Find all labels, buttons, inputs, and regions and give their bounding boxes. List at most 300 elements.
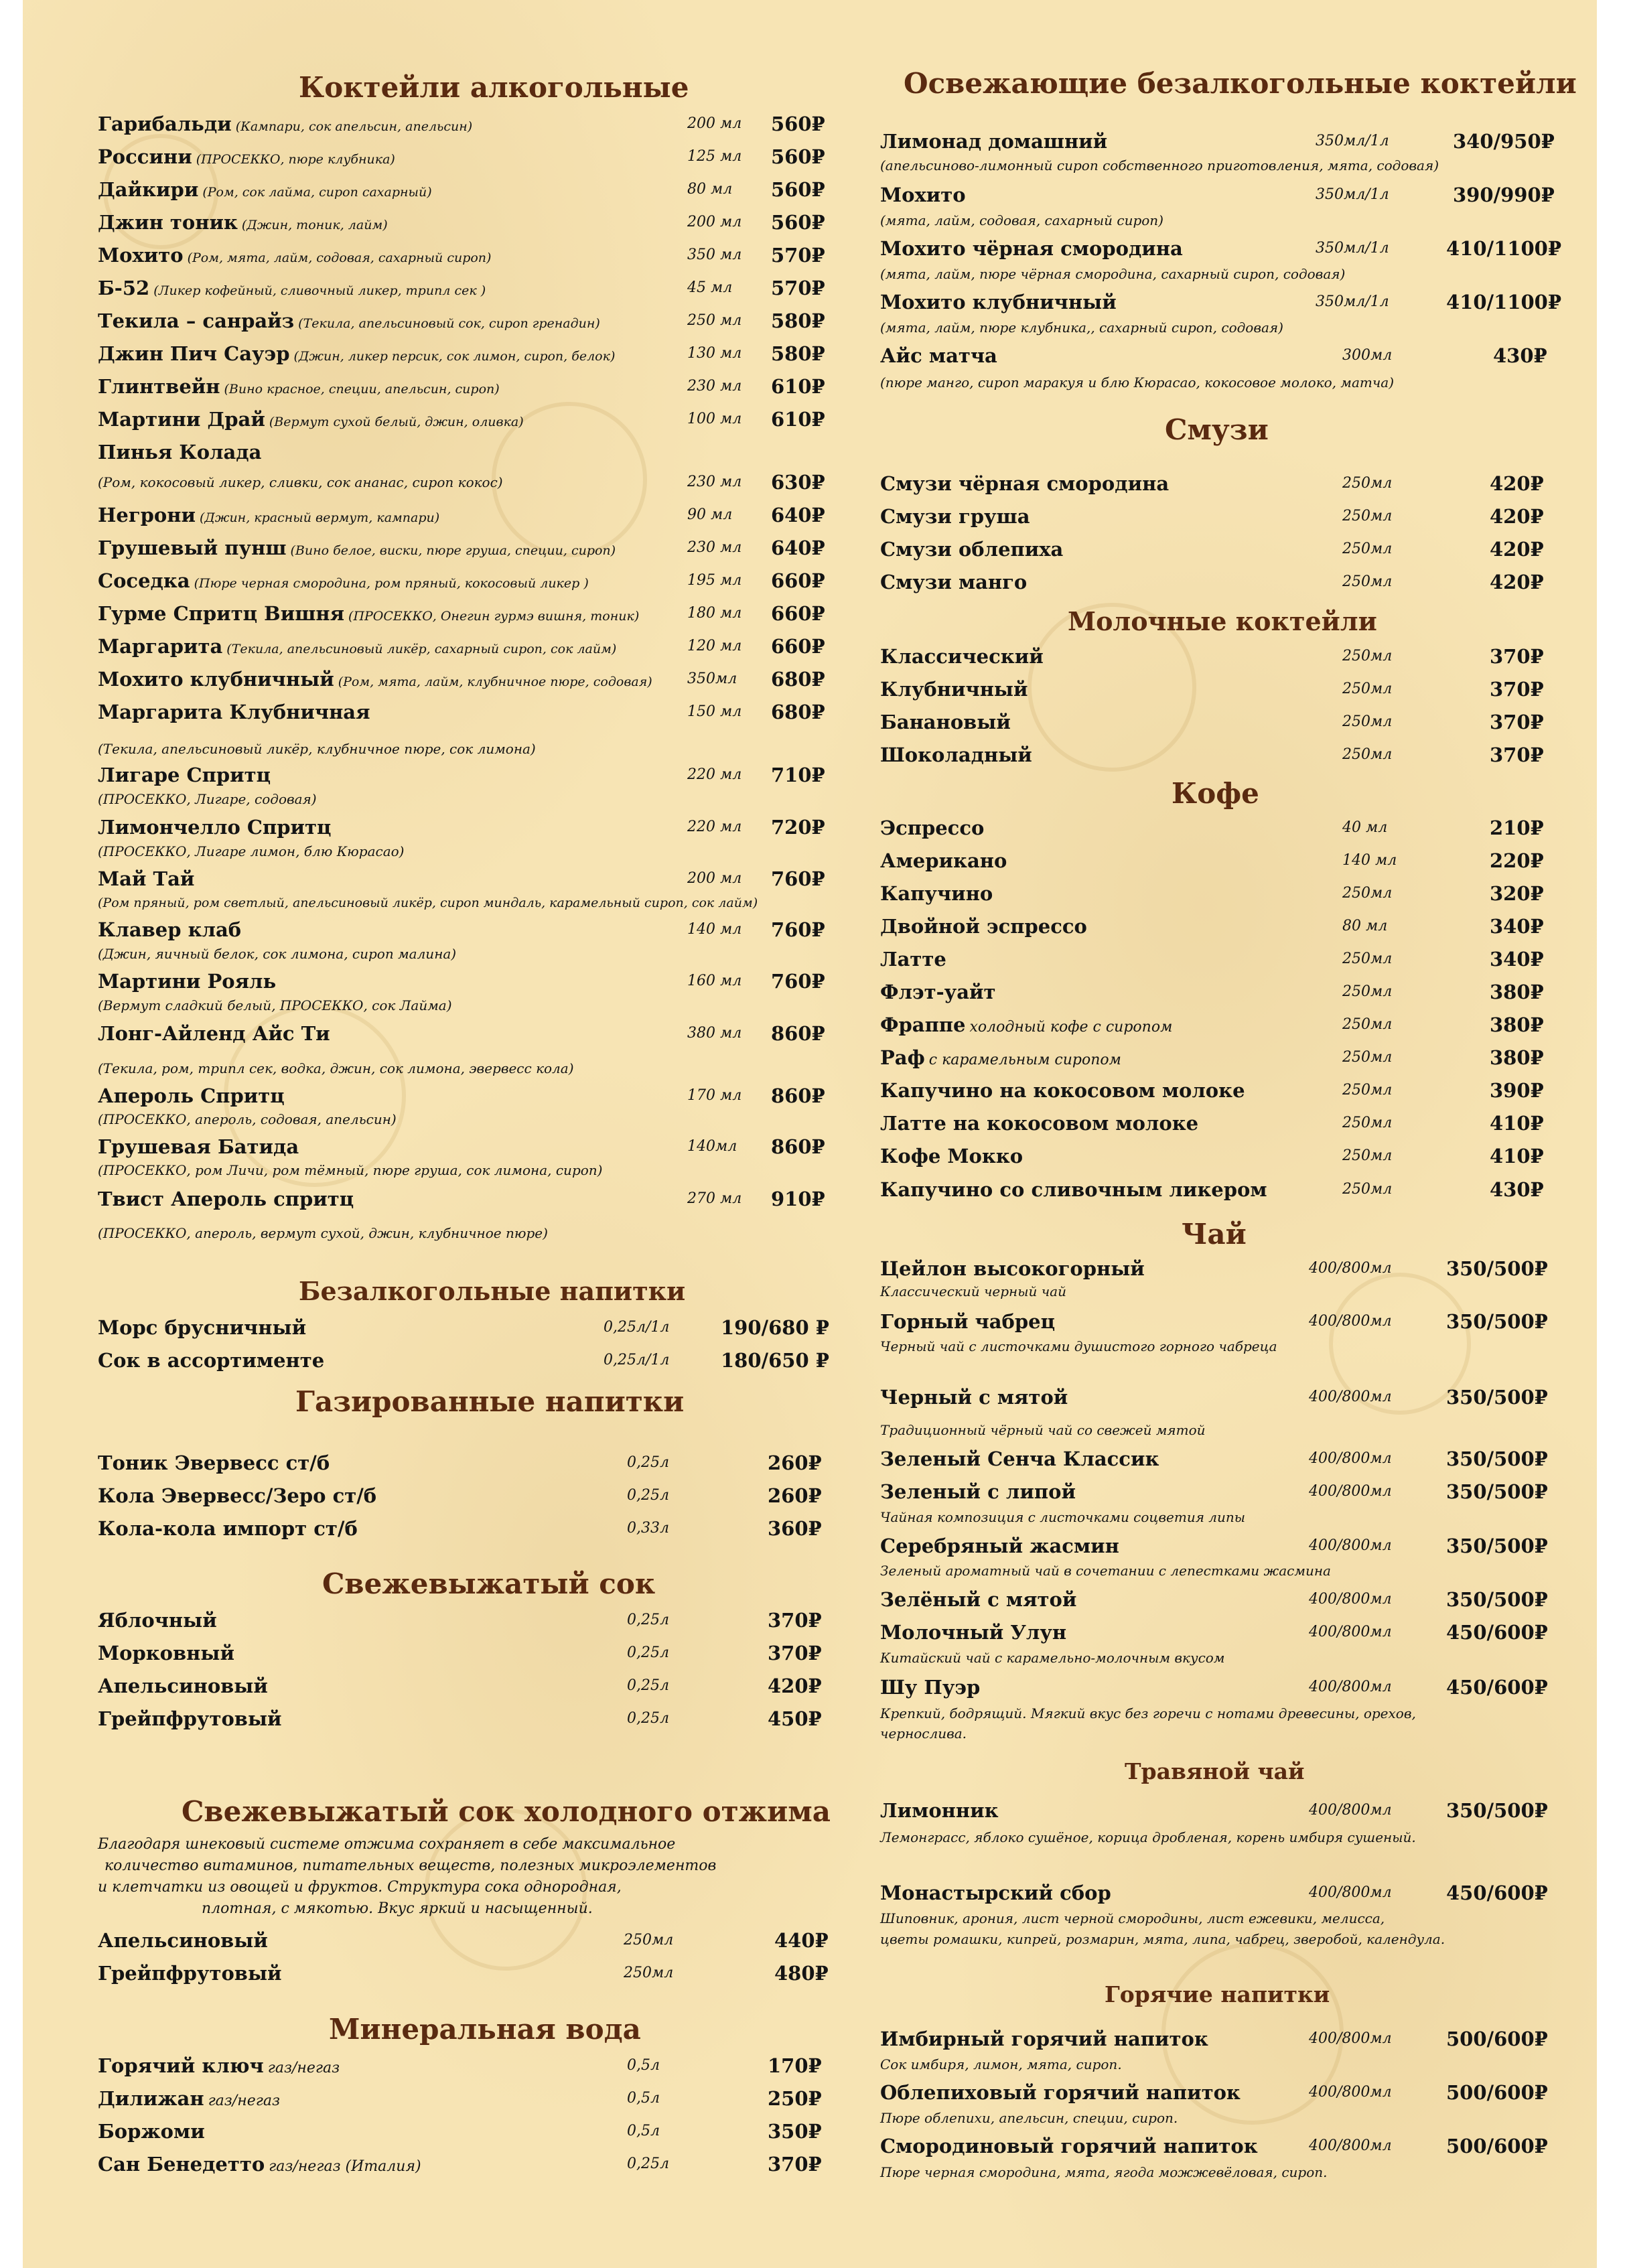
item-volume: 0,25л [627,1710,669,1727]
menu-item [880,1043,1550,1072]
item-price: 860₽ [771,1022,825,1045]
item-name: Россини [98,145,192,168]
item-name: Глинтвейн [98,375,220,398]
item-note: (Вермут сухой белый, джин, оливка) [269,415,524,429]
item-name: Соседка [98,569,190,592]
item-price: 370₽ [1490,678,1544,701]
item-name: Капучино со сливочным ликером [880,1178,1267,1201]
item-price: 210₽ [1490,817,1544,839]
item-name: Лимонник [880,1799,999,1822]
item-volume: 140 мл [687,921,742,938]
item-volume: 250мл [1342,681,1393,697]
section-title-fresh-cocktails: Освежающие безалкогольные коктейли [904,67,1577,100]
item-name: Горный чабрец [880,1310,1056,1333]
item-price: 360₽ [768,1517,822,1540]
item-price: 610₽ [771,408,825,431]
item-note: (Вино белое, виски, пюре груша, специи, сироп) [290,543,616,558]
item-volume: 250 мл [687,312,742,329]
item-volume: 350мл/1л [1316,240,1389,257]
item-name: Горячий ключ [98,2054,264,2077]
item-volume: 350мл/1л [1316,293,1389,310]
item-volume: 250мл [1342,1016,1393,1033]
item-description: (Вермут сладкий белый, ПРОСЕККО, сок Лайма) [98,997,452,1013]
item-price: 170₽ [768,2054,822,2077]
item-name: Лонг-Айленд Айс Ти [98,1022,330,1045]
menu-item [880,912,1550,941]
menu-item [880,1076,1550,1105]
item-volume: 400/800мл [1309,1313,1392,1330]
menu-item [98,533,825,563]
menu-item [880,813,1550,843]
item-name: Молочный Улун [880,1621,1067,1644]
item-name: Смородиновый горячий напиток [880,2135,1258,2157]
item-price: 710₽ [771,764,825,786]
item-price: 440₽ [774,1929,829,1952]
item-volume: 400/800мл [1309,1260,1392,1277]
menu-item [98,1606,822,1635]
menu-item [880,707,1550,737]
item-note: (Ром, мята, лайм, содовая, сахарный сироп) [187,251,492,265]
item-description: (Ром пряный, ром светлый, апельсиновый ликёр, сироп миндаль, карамельный сироп, сок лайм) [98,896,758,910]
menu-item [98,500,825,530]
item-name: Фраппе [880,1013,966,1036]
item-price: 260₽ [768,1484,822,1507]
menu-item [98,208,825,237]
item-description: Традиционный чёрный чай со свежей мятой [880,1422,1206,1438]
item-name: Зелёный с мятой [880,1588,1077,1611]
item-description: (пюре манго, сироп маракуя и блю Кюрасао, кокосовое молоко, матча) [880,374,1395,391]
item-volume: 230 мл [687,474,742,490]
item-note: (ПРОСЕККО, пюре клубника) [196,152,395,167]
item-description: (ПРОСЕККО, апероль, содовая, апельсин) [98,1111,397,1127]
item-price: 410/1100₽ [1446,237,1562,260]
item-price: 350/500₽ [1446,1257,1548,1280]
menu-item [880,1531,1550,1561]
item-volume: 170 мл [687,1087,742,1104]
item-name: Банановый [880,711,1011,733]
item-price: 350/500₽ [1446,1588,1548,1611]
item-volume: 150 мл [687,703,742,720]
item-note: (Джин, тоник, лайм) [241,218,388,232]
item-price: 450/600₽ [1446,1676,1548,1699]
item-price: 680₽ [771,701,825,723]
coldpress-description-line: и клетчатки из овощей и фруктов. Структура сока однородная, [98,1879,622,1896]
item-price: 630₽ [771,471,825,494]
item-name: Мохито [880,184,966,206]
menu-item [880,879,1550,908]
menu-item [98,1346,829,1375]
item-name: Черный с мятой [880,1386,1068,1409]
item-volume: 0,5л [627,2090,660,2107]
section-title-cocktails: Коктейли алкогольные [299,71,689,104]
section-title-coffee: Кофе [1172,777,1259,810]
item-volume: 300мл [1342,347,1393,364]
item-name: Грейпфрутовый [98,1707,282,1730]
item-description: Сок имбиря, лимон, мята, сироп. [880,2056,1122,2072]
menu-item [98,599,825,628]
menu-item [98,142,825,171]
section-title-juice: Свежевыжатый сок [322,1567,656,1600]
item-description: (мята, лайм, пюре чёрная смородина, сахарный сироп, содовая) [880,266,1346,282]
item-price: 580₽ [771,309,825,332]
menu-item [98,566,825,595]
item-name: Яблочный [98,1609,217,1632]
item-volume: 140 мл [1342,852,1397,869]
menu-item [880,642,1550,671]
item-name: Шоколадный [880,743,1032,766]
menu-item [98,1313,829,1342]
item-price: 370₽ [1490,711,1544,733]
item-price: 380₽ [1490,1013,1544,1036]
item-price: 580₽ [771,342,825,365]
item-name: Сок в ассортименте [98,1349,325,1372]
item-volume: 230 мл [687,378,742,395]
menu-item [98,468,825,497]
item-volume: 40 мл [1342,819,1388,836]
menu-item [98,175,825,204]
item-price: 610₽ [771,375,825,398]
item-volume: 45 мл [687,279,733,296]
item-name: Боржоми [98,2120,205,2143]
item-volume: 380 мл [687,1025,742,1042]
item-price: 390₽ [1490,1079,1544,1102]
item-note: (Вино красное, специи, апельсин, сироп) [224,382,500,397]
menu-item [98,1638,822,1668]
item-volume: 250мл [1342,1181,1393,1198]
section-title-hot-drinks: Горячие напитки [1105,1981,1330,2007]
item-price: 260₽ [768,1451,822,1474]
item-price: 340₽ [1490,915,1544,938]
menu-item [98,1132,825,1161]
item-note: (Джин, красный вермут, кампари) [199,510,440,525]
item-volume: 250мл [1342,1147,1393,1164]
item-description: цветы ромашки, кипрей, розмарин, мята, липа, чабрец, зверобой, календула. [880,1931,1445,1947]
item-price: 560₽ [771,178,825,201]
menu-item [98,240,825,270]
menu-item [98,109,825,139]
section-title-tea: Чай [1182,1218,1247,1251]
item-note: газ/негаз [267,2060,340,2076]
item-volume: 250мл [1342,885,1393,902]
item-description: (мята, лайм, содовая, сахарный сироп) [880,212,1163,228]
item-volume: 125 мл [687,148,742,165]
menu-item [880,1383,1550,1412]
item-description: Пюре облепихи, апельсин, специи, сироп. [880,2110,1178,2126]
item-price: 660₽ [771,569,825,592]
item-name: Текила – санрайз [98,309,295,332]
item-volume: 400/800мл [1309,1591,1392,1608]
item-volume: 250мл [624,1932,674,1948]
item-name: Джин Пич Сауэр [98,342,290,365]
item-name: Цейлон высокогорный [880,1257,1145,1280]
menu-item [98,1019,825,1048]
section-title-cold-press: Свежевыжатый сок холодного отжима [182,1795,831,1828]
item-description: (мята, лайм, пюре клубника,, сахарный сироп, содовая) [880,320,1283,336]
item-name: Пинья Колада [98,441,262,464]
item-description: (Джин, яичный белок, сок лимона, сироп малина) [98,946,457,962]
item-volume: 0,25л [627,1612,669,1628]
item-price: 350₽ [768,2120,822,2143]
item-price: 380₽ [1490,1046,1544,1069]
section-title-smoothie: Смузи [1165,413,1269,446]
item-name: Дилижан [98,2087,204,2110]
item-name: Монастырский сбор [880,1882,1111,1904]
item-name: Капучино [880,882,993,905]
item-name: Маргарита [98,635,223,658]
item-volume: 350 мл [687,246,742,263]
menu-item [98,864,825,894]
item-name: Морковный [98,1642,234,1664]
item-price: 560₽ [771,145,825,168]
menu-item [880,502,1550,531]
item-volume: 350мл/1л [1316,186,1389,203]
item-volume: 400/800мл [1309,1624,1392,1640]
item-volume: 250мл [1342,475,1393,492]
item-description: (Текила, ром, трипл сек, водка, джин, сок лимона, эвервесс кола) [98,1060,574,1076]
item-note: холодный кофе с сиропом [969,1019,1173,1036]
item-name: Шу Пуэр [880,1676,981,1699]
item-volume: 400/800мл [1309,2137,1392,2154]
item-name: Б-52 [98,277,150,299]
menu-item [880,1254,1550,1283]
item-volume: 250мл [1342,573,1393,590]
item-price: 420₽ [1490,505,1544,528]
item-name: Май Тай [98,867,195,890]
menu-item [98,437,815,467]
menu-item [98,760,825,790]
menu-item [880,1307,1550,1336]
menu-item [880,469,1550,498]
item-name: Смузи манго [880,571,1028,593]
item-volume: 0,25л [627,1677,669,1694]
item-description: Лемонграсс, яблоко сушёное, корица дробленая, корень имбиря сушеный. [880,1829,1416,1845]
item-note: с карамельным сиропом [928,1052,1121,1068]
item-price: 860₽ [771,1084,825,1107]
item-volume: 250мл [1342,648,1393,664]
item-name: Имбирный горячий напиток [880,2028,1208,2050]
menu-item [880,2024,1550,2054]
item-price: 570₽ [771,244,825,267]
item-name: Латте на кокосовом молоке [880,1112,1199,1135]
item-price: 660₽ [771,602,825,625]
item-name: Мохито [98,244,184,267]
item-volume: 0,25л [627,1644,669,1661]
menu-item [98,1184,825,1214]
section-title-milkshakes: Молочные коктейли [1068,606,1377,636]
item-description: Чайная композиция с листочками соцветия липы [880,1509,1246,1525]
item-volume: 80 мл [1342,918,1388,934]
item-volume: 0,25л/1л [604,1352,670,1368]
menu-item [880,1585,1550,1614]
item-note: (Ром, сок лайма, сироп сахарный) [202,185,432,200]
item-volume: 160 мл [687,973,742,989]
menu-item [880,1796,1550,1825]
item-price: 450₽ [768,1707,822,1730]
item-name: Маргарита Клубничная [98,701,370,723]
item-volume: 0,5л [627,2057,660,2074]
item-price: 350/500₽ [1446,1480,1548,1503]
item-volume: 400/800мл [1309,2030,1392,2047]
item-price: 350/500₽ [1446,1799,1548,1822]
coldpress-description-line: Благодаря шнековый системе отжима сохраняет в себе максимальное [98,1836,676,1853]
item-volume: 80 мл [687,181,733,198]
item-name: Лимонад домашний [880,130,1108,153]
menu-item [98,372,825,401]
item-price: 420₽ [1490,538,1544,561]
item-volume: 250мл [1342,713,1393,730]
item-price: 760₽ [771,970,825,993]
item-name: Облепиховый горячий напиток [880,2081,1241,2104]
item-price: 320₽ [1490,882,1544,905]
menu-item [880,846,1550,875]
item-price: 250₽ [768,2087,822,2110]
menu-item [880,1444,1550,1474]
section-title-soft-drinks: Безалкогольные напитки [299,1276,686,1306]
item-volume: 400/800мл [1309,2084,1392,2101]
item-name: Лимончелло Спритц [98,816,332,839]
menu-item [98,1926,829,1955]
menu-item [98,405,825,434]
item-name: Грушевая Батида [98,1135,299,1158]
item-price: 720₽ [771,816,825,839]
item-price: 370₽ [1490,743,1544,766]
item-volume: 350мл [687,670,737,687]
item-description: Черный чай с листочками душистого горного чабреца [880,1338,1277,1354]
item-name: Мартини Рояль [98,970,277,993]
item-price: 350/500₽ [1446,1535,1548,1557]
item-price: 180/650 ₽ [721,1349,829,1372]
section-title-soda: Газированные напитки [295,1385,685,1418]
item-name: Двойной эспрессо [880,915,1087,938]
item-price: 410₽ [1490,1112,1544,1135]
menu-item [880,2131,1550,2161]
item-description: чернослива. [880,1725,967,1742]
item-name: Мохито чёрная смородина [880,237,1183,260]
item-description: Шиповник, арония, лист черной смородины, лист ежевики, мелисса, [880,1910,1385,1926]
item-volume: 250мл [1342,950,1393,967]
coldpress-description-line: плотная, с мякотью. Вкус яркий и насыщенный. [202,1900,593,1917]
item-volume: 400/800мл [1309,1483,1392,1500]
item-price: 910₽ [771,1188,825,1210]
menu-item [98,1959,829,1988]
item-note: газ/негаз (Италия) [269,2158,421,2175]
menu-item [880,1878,1550,1908]
item-volume: 130 мл [687,345,742,362]
menu-item [880,675,1550,704]
item-price: 450/600₽ [1446,1621,1548,1644]
item-price: 760₽ [771,918,825,941]
item-name: Кола-кола импорт ст/б [98,1517,358,1540]
item-volume: 0,25л [627,2155,669,2172]
item-volume: 230 мл [687,539,742,556]
menu-item [98,2117,822,2146]
menu-item [880,1175,1550,1204]
item-name: Мохито клубничный [98,668,334,691]
item-name: Латте [880,948,946,971]
item-name: Грейпфрутовый [98,1962,282,1985]
menu-item [98,1448,822,1478]
item-name: Капучино на кокосовом молоке [880,1079,1245,1102]
item-note: (Текила, апельсиновый ликёр, сахарный сироп, сок лайм) [226,642,617,656]
menu-item [880,535,1550,564]
item-volume: 400/800мл [1309,1802,1392,1819]
menu-item [880,2078,1550,2107]
item-volume: 250мл [1342,541,1393,557]
item-volume: 100 мл [687,411,742,427]
item-description: Пюре черная смородина, мята, ягода можжевёловая, сироп. [880,2164,1328,2180]
item-description: Китайский чай с карамельно-молочным вкусом [880,1650,1225,1666]
item-description: Крепкий, бодрящий. Мягкий вкус без горечи с нотами древесины, орехов, [880,1705,1416,1721]
item-name: Эспрессо [880,817,985,839]
item-note: (Ром, мята, лайм, клубничное пюре, содовая) [338,675,652,689]
item-name: Грушевый пунш [98,537,287,559]
item-price: 420₽ [1490,472,1544,495]
item-price: 190/680 ₽ [721,1316,829,1339]
item-note: (Текила, апельсиновый сок, сироп гренадин) [298,316,600,331]
item-name: Американо [880,849,1007,872]
item-name: Смузи облепиха [880,538,1064,561]
item-description: Зеленый ароматный чай в сочетании с лепестками жасмина [880,1563,1331,1579]
item-name: Твист Апероль спритц [98,1188,354,1210]
menu-item [98,812,825,842]
item-volume: 350мл/1л [1316,133,1389,149]
menu-item [880,1477,1550,1506]
item-price: 350/500₽ [1446,1447,1548,1470]
menu-item [880,341,1550,370]
item-price: 480₽ [774,1962,829,1985]
item-description: (апельсиново-лимонный сироп собственного приготовления, мята, содовая) [880,157,1439,173]
item-price: 410₽ [1490,1145,1544,1167]
item-price: 760₽ [771,867,825,890]
item-volume: 90 мл [687,506,733,523]
menu-item [98,339,825,368]
item-volume: 250мл [624,1965,674,1981]
coldpress-description-line: количество витаминов, питательных веществ, полезных микроэлементов [104,1857,717,1874]
item-price: 500/600₽ [1446,2135,1548,2157]
menu-item [98,2084,822,2113]
item-price: 560₽ [771,113,825,135]
item-price: 410/1100₽ [1446,291,1562,313]
item-volume: 400/800мл [1309,1679,1392,1695]
menu-item [880,1673,1550,1702]
item-name: Апельсиновый [98,1675,268,1697]
item-price: 430₽ [1490,1178,1544,1201]
item-volume: 270 мл [687,1190,742,1207]
item-name: Зеленый с липой [880,1480,1076,1503]
item-volume: 200 мл [687,870,742,887]
item-price: 420₽ [768,1675,822,1697]
item-name: Зеленый Сенча Классик [880,1447,1159,1470]
item-description: Классический черный чай [880,1283,1066,1299]
item-name: Негрони [98,504,196,526]
item-name: Клубничный [880,678,1028,701]
item-name: Классический [880,645,1044,668]
item-volume: 0,5л [627,2123,660,2139]
item-volume: 250мл [1342,983,1393,1000]
item-note: (Пюре черная смородина, ром пряный, кокосовый ликер ) [194,576,589,591]
item-name: Клавер клаб [98,918,242,941]
item-price: 500/600₽ [1446,2028,1548,2050]
item-volume: 0,33л [627,1520,669,1537]
menu-item [98,1671,822,1701]
item-name: Апельсиновый [98,1929,268,1952]
item-name: Мартини Драй [98,408,265,431]
item-note: газ/негаз [208,2093,280,2109]
section-title-water: Минеральная вода [329,2013,641,2046]
menu-item [880,127,1555,156]
item-price: 370₽ [768,2153,822,2176]
item-name: Серебряный жасмин [880,1535,1119,1557]
